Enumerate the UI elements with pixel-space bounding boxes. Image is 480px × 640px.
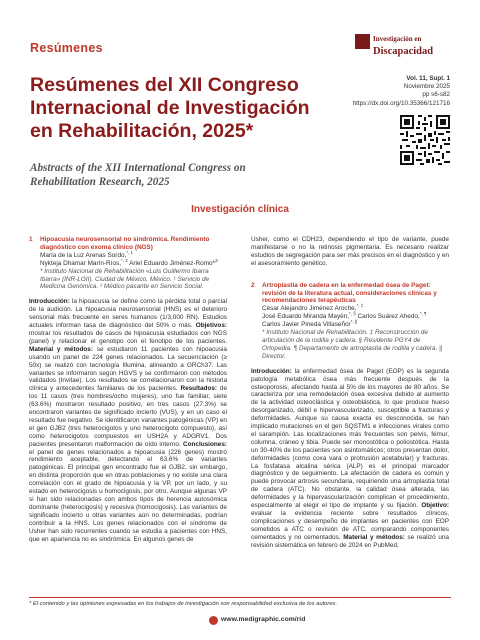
right-column <box>251 236 449 556</box>
abstract-segment: la hipoacusia se define como la pérdida total o parcial de la audición. La hipoacusia neurosensorial (HNS) es el deterioro sensorial más frecuente en seres humanos (1/3,000 RN). Estudios actuales informan tasa de diagnóstico del 50% o más. <box>29 298 227 330</box>
author: María de la Luz Arenas Sordo, <box>40 251 127 259</box>
entry-number: 2 <box>251 281 255 289</box>
abstract-segment: el panel de genes relacionados a hipoacusia (226 genes) mostró rendimiento aceptable, detectando el 63.6% de variantes patogénicas. El principal gen encontrado fue el GJB2, sin embargo, en distinta proporción que en otras poblaciones y no existe una clara correlación con el grado de hipoacusia y la VP, por un lado, y su estado en heterocigosis u homocigosis, por otro. Aunque algunas VP si han sido relacionadas con ambos tipos de herencia autosómica dominante (heterocigosis) y recesiva (homocigosis). Las variantes de significado incierto u otras variantes aún no determinadas, podrían contribuir a la HNS. Los genes relacionados con el síndrome de Usher han sido recurrentes cuando se estudia a pacientes con HNS, que en apariencia no es sindrómica. En algunos genes de <box>29 448 227 543</box>
entry-body <box>40 236 227 291</box>
abstract-label: Introducción: <box>251 367 292 375</box>
abstract-label: Introducción: <box>29 298 70 306</box>
author: Carlos Javier Pineda Villaseñor <box>262 321 351 329</box>
journal-logo <box>355 34 460 72</box>
author: César Alejandro Jiménez Aroche, <box>262 305 357 313</box>
entry-authors <box>40 249 227 268</box>
entry-title: Hipoacusia neurosensorial no sindrómica. Rendimiento diagnóstico con exoma clínico (NGS) <box>40 236 210 251</box>
page-title: Resúmenes del XII Congreso Internacional de Investigación en Rehabilitación, 2025* <box>30 74 310 142</box>
author: Carlos Suárez Ahedo, <box>355 313 420 321</box>
website-link[interactable]: www.medigraphic.com/rid <box>221 616 306 623</box>
logo-line-2: Discapacidad <box>373 46 434 57</box>
abstract-segment: de los 11 casos (tres hombres/ocho mujeres), uno fue familiar, siete (63.6%) mostraron resultado positivo, en tres casos (27.3%) se encontraron variantes de significado incierto (VUS), y en un caso el resultado fue negativo. Se identificaron variantes patogénicas (VP) en el gen GJB2 (tres heterocigotos y uno heterocigoto compuesto), así como heterocigotos compuestos en USH2A y ADGRV1. Dos pacientes presentaron malformación de oído interno. <box>29 385 227 448</box>
abstract-segment: evaluar la evidencia reciente sobre resultados clínicos, complicaciones y desempeño de implantes en pacientes con EOP sometidos a ATC o revisión de ATC, comparando componentes cementados y no cementados. <box>251 510 449 541</box>
doi-link[interactable]: https://dx.doi.org/10.35366/121716 <box>352 100 450 107</box>
entry-affiliation: * Instituto Nacional de Rehabilitación. ‡ Reconstrucción de articulación de la rodilla y cadera. § Residente PGY4 de Ortopedia. ¶ Departamento de artroplastia de rodilla y cadera. || Director. <box>262 329 443 360</box>
author-marker: *, ‡ <box>356 303 364 309</box>
journal-date: Noviembre 2025 <box>403 82 450 90</box>
journal-info <box>404 75 450 98</box>
journal-pages: pp s6-s82 <box>422 90 450 98</box>
qr-code-icon <box>400 115 450 165</box>
abstract-segment: se realizó una revisión sistemática en febrero de 2024 en PubMed, <box>251 533 449 549</box>
abstract-label: Objetivos: <box>195 322 227 330</box>
english-title: Abstracts of the XII International Congress on Rehabilitation Research, 2025 <box>30 162 246 188</box>
author: Ariel Eduardo Jiménez-Romo* <box>127 259 216 267</box>
abstract-text <box>29 298 227 543</box>
left-column <box>29 236 227 550</box>
abstract-segment: la enfermedad ósea de Paget (EOP) es la segunda patología metabólica ósea más frecuente después de la osteoporosis, afectando hasta al 5% de los mayores de 80 años. Se caracteriza por una remodelación ósea excesiva debido al aumento de la actividad osteoclástica y osteoblástica, lo que produce hueso desorganizado, débil e hipervascularizado, susceptible a fracturas y deformidades. Aunque su causa exacta es desconocida, se han implicado mutaciones en el gen SQSTM1 e infecciones virales como el sarampión. Las localizaciones más frecuentes son pelvis, fémur, columna, cráneo y tibia. Puede ser monostótica o poliostótica. Hasta un 30-40% de los pacientes son asintomáticos; otros presentan dolor, deformidades (como coxa vara o protrusión acetabular) y fracturas. La fosfatasa alcalina sérica (ALP) es el principal marcador diagnóstico y de seguimiento. La afectación de cadera es común y puede provocar artrosis secundaria, requiriendo una artroplastia total de cadera (ATC). No obstante, la calidad ósea alterada, las deformidades y la hipervascularización complican el procedimiento, especialmente al elegir el tipo de implante y su fijación. <box>251 367 449 510</box>
abstract-label: Resultados: <box>180 385 218 393</box>
entry-title: Artroplastia de cadera en la enfermedad ósea de Paget: revisión de la literatura actual, consideraciones clínicas y recomendaciones terapéuticas <box>262 281 437 305</box>
entry-number: 1 <box>29 236 33 243</box>
author-marker: *, 1 <box>126 249 134 255</box>
abstract-segment: mostrar los resultados de casos de hipoacusia estudiados con NGS (panel) y relacionar el genotipo con el fenotipo de los pacientes. <box>29 329 227 345</box>
logo-line-1: Investigación en <box>373 35 422 43</box>
journal-volume: Vol. 11, Supl. 1 <box>406 75 450 82</box>
author-marker: *, § <box>349 311 356 317</box>
author-marker: 3 <box>215 257 218 263</box>
abstract-label: Conclusiones: <box>182 440 227 448</box>
abstract-label: Material y métodos: <box>343 533 405 541</box>
entry-affiliation: * Instituto Nacional de Rehabilitación «Luis Guillermo Ibarra Ibarra» (INR-LGII). Ciudad de México, México. ¹ Servicio de Medicina Genómica. ² Médico pasante en Servicio Social. <box>40 267 210 291</box>
logo-mark-icon <box>355 34 370 49</box>
footer-divider <box>29 597 451 598</box>
footnote: * El contenido y las opiniones expresadas en los trabajos de investigación son responsabilidad exclusiva de los autores. <box>29 601 338 607</box>
abstract-segment: se estudiaron 11 pacientes con hipoacusia usando un panel de 224 genes relacionados. La secuenciación (≥ 50x) se realizó con tecnología Illumina, alineando a GRCh37. Las variantes se informaron según HGVS y se confirmaron con métodos validados (Invitae). Los resultados se correlacionaron con la historia clínica y antecedentes familiares de los pacientes. <box>29 345 227 393</box>
section-label: Resúmenes <box>30 41 103 55</box>
entry-body <box>262 282 449 361</box>
entry-authors <box>262 305 449 329</box>
author-marker: *, || <box>350 319 358 325</box>
section-heading: Investigación clínica <box>191 204 289 215</box>
abstract-label: Material y métodos: <box>29 345 93 353</box>
abstract-continuation: Usher, como el CDH23, dependiendo el tipo de variante, puede manifestarse o no la retinosis pigmentaria. Es necesario realizar estudios de segregación para ser más precisos en el diagnóstico y en el asesoramiento genético. <box>251 236 449 267</box>
entry-header <box>29 236 227 291</box>
author-marker: *, ¶ <box>419 311 427 317</box>
abstract-text <box>251 368 449 550</box>
abstract-label: Objetivo: <box>421 502 449 510</box>
website-icon <box>209 616 218 625</box>
author-marker: *, 2 <box>120 257 128 263</box>
entry-header <box>251 282 449 361</box>
author: José Eduardo Miranda Mayén, <box>262 313 350 321</box>
author: Nykteja Dhamar Marín-Ríos, <box>40 259 121 267</box>
